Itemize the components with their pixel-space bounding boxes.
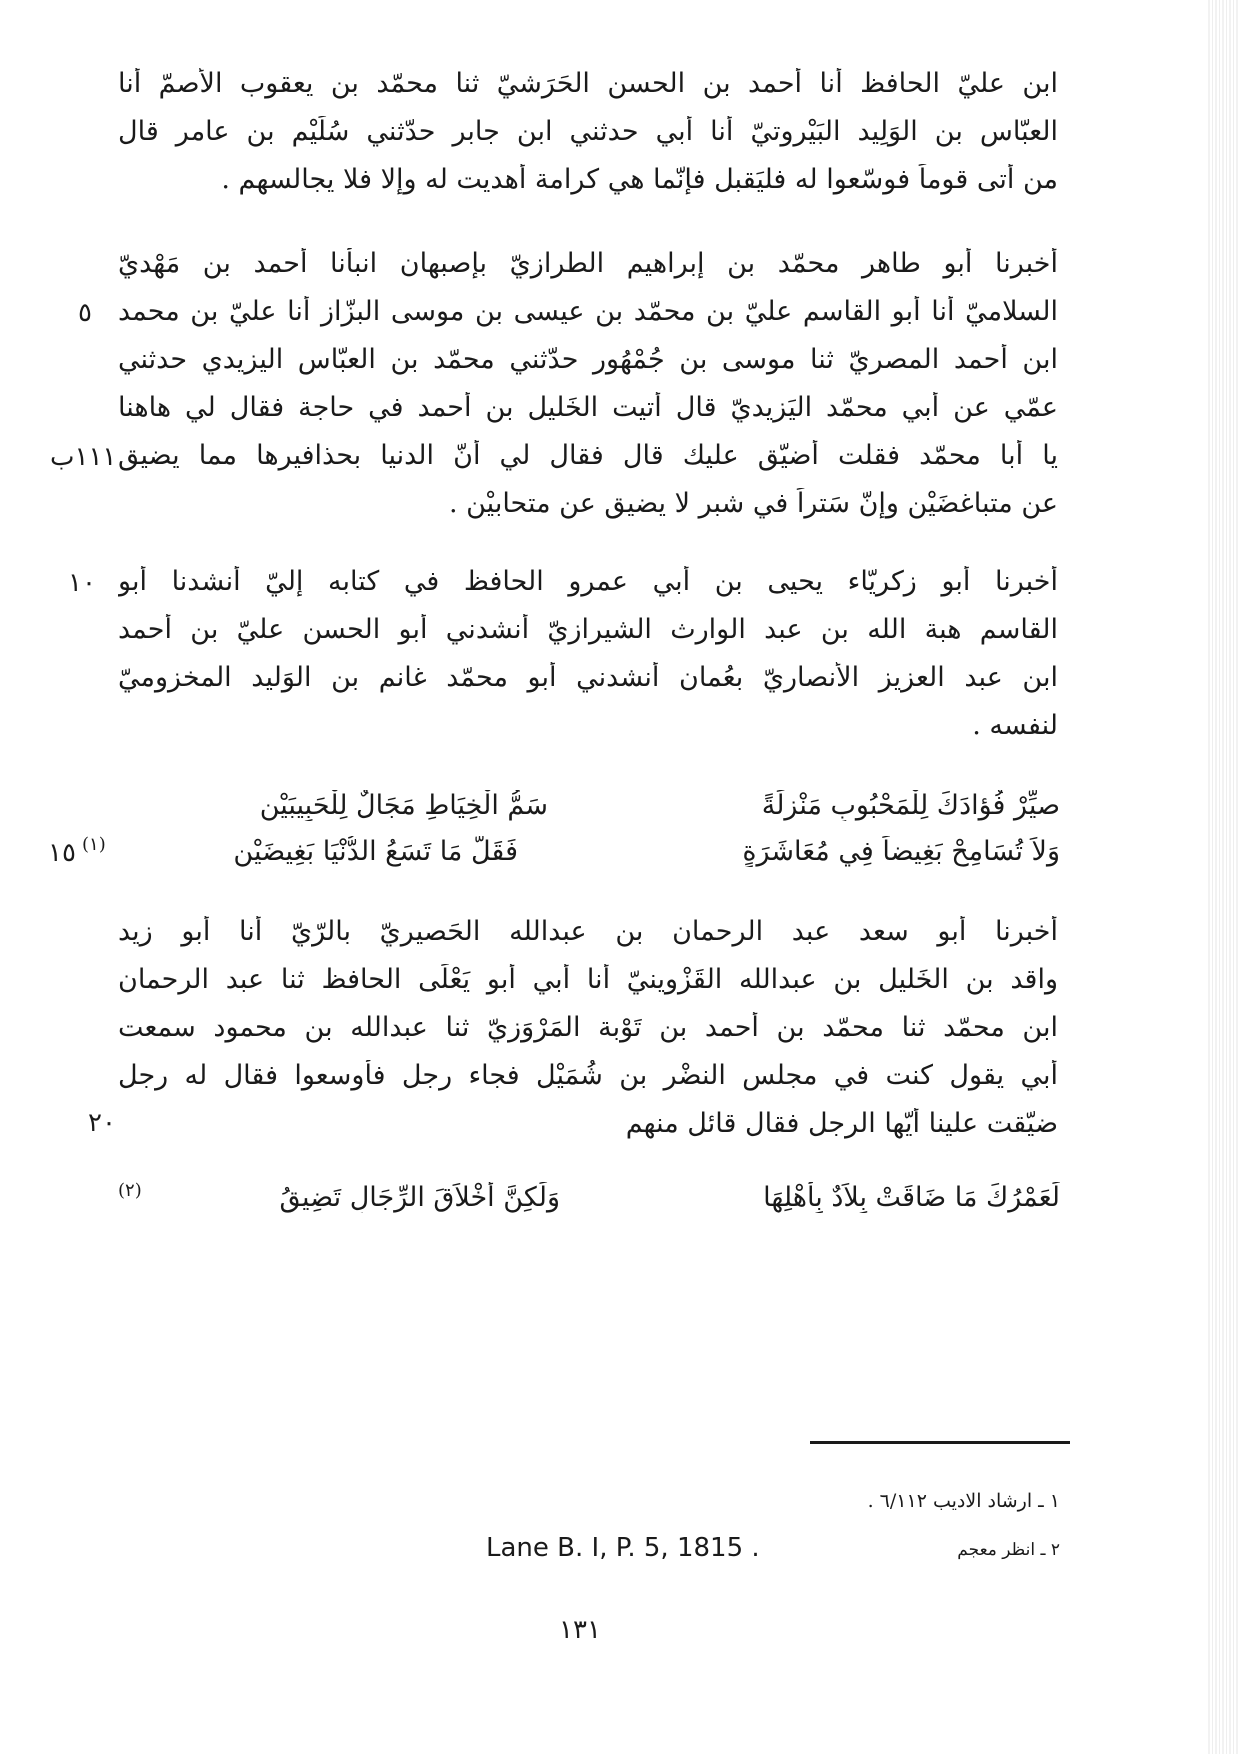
text-line: من أتى قوماً فوسّعوا له فليَقبل فإنّما هي كرامة أُهديت له وإلا فلا يجالسهم . — [221, 164, 1058, 195]
text-line: السلاميّ أنا أبو القاسم عليّ بن محمّد بن عيسى بن موسى البزّاز أنا عليّ بن محمد — [118, 296, 1058, 327]
text-line: ابن عليّ الحافظ أنا أحمد بن الحسن الحَرَشيّ ثنا محمّد بن يعقوب الأصمّ أنا — [118, 68, 1058, 99]
text-line: ابن أحمد المصريّ ثنا موسى بن جُمْهُور حدّثني محمّد بن العبّاس اليزيدي حدثني — [118, 344, 1058, 375]
text-line: ابن عبد العزيز الأنصاريّ بعُمان أنشدني أبو محمّد غانم بن الوَليد المخزوميّ — [118, 662, 1058, 693]
text-line: أخبرنا أبو زكريّاء يحيى بن أبي عمرو الحافظ في كتابه إليّ أنشدنا أبو — [118, 566, 1058, 597]
text-line: أبي يقول كنت في مجلس النضْر بن شُمَيْل فجاء رجل فأوسعوا فقال له رجل — [118, 1060, 1058, 1091]
verse-hemistich: وَلاَ تُسَامِحْ بَغِيضاً فِي مُعَاشَرَةٍ — [742, 836, 1060, 867]
verse-hemistich: وَلَكِنَّ أَخْلاَقَ الرِّجَالِ تَضِيقُ — [279, 1182, 560, 1213]
scanned-page-edge — [1206, 0, 1240, 1754]
text-line: القاسم هبة الله بن عبد الوارث الشيرازيّ أنشدني أبو الحسن عليّ بن أحمد — [118, 614, 1058, 645]
line-number-marker: ١٠ — [68, 568, 96, 598]
line-number-marker: ٢٠ — [88, 1108, 116, 1138]
text-line: لنفسه . — [972, 710, 1058, 741]
verse-hemistich: لَعَمْرُكَ مَا ضَاقَتْ بِلاَدٌ بِأَهْلِهَا — [763, 1182, 1060, 1213]
footnote-reference: (١) — [82, 834, 106, 855]
line-number-marker: ١٥ — [48, 838, 76, 868]
text-line: العبّاس بن الوَلِيد البَيْروتيّ أنا أبي حدثني ابن جابر حدّثني سُلَيْم بن عامر قال — [118, 116, 1058, 147]
footnote-2-arabic: ٢ ـ انظر معجم — [957, 1540, 1060, 1560]
text-line: أخبرنا أبو سعد عبد الرحمان بن عبدالله الحَصيريّ بالرّيّ أنا أبو زيد — [118, 916, 1058, 947]
text-line: ابن محمّد ثنا محمّد بن أحمد بن تَوْبة المَرْوَزيّ ثنا عبدالله بن محمود سمعت — [118, 1012, 1058, 1043]
text-line: يا أبا محمّد فقلت أضيّق عليك قال فقال لي أنّ الدنيا بحذافيرها مما يضيق — [118, 440, 1058, 471]
text-line: عمّي عن أبي محمّد اليَزيديّ قال أتيت الخَليل بن أحمد في حاجة فقال لي هاهنا — [118, 392, 1058, 423]
text-line: واقد بن الخَليل بن عبدالله القَزْوينيّ أنا أبي أبو يَعْلَى الحافظ ثنا عبد الرحمان — [118, 964, 1058, 995]
footnote-separator — [810, 1441, 1070, 1444]
text-line: ضيّقت علينا أيّها الرجل فقال قائل منهم — [625, 1108, 1058, 1139]
footnote-1: ١ ـ ارشاد الاديب ٦/١١٢ . — [867, 1490, 1060, 1512]
folio-marker: ١١١ب — [50, 442, 117, 472]
text-line: أخبرنا أبو طاهر محمّد بن إبراهيم الطرازيّ بإصبهان انبأنا أحمد بن مَهْديّ — [118, 248, 1058, 279]
footnote-2-latin: Lane B. I, P. 5, 1815 . — [486, 1533, 760, 1563]
verse-hemistich: فَقَلَّ مَا تَسَعُ الدُّنْيَا بَغِيضَيْنِ — [233, 836, 518, 867]
verse-hemistich: سَمُّ الْخِيَاطِ مَجَالٌ لِلْحَبِيبَيْنِ — [259, 790, 548, 821]
page-number: ١٣١ — [559, 1615, 601, 1645]
verse-hemistich: صيِّرْ فُؤادَكَ لِلْمَحْبُوبِ مَنْزِلَةً — [761, 790, 1060, 821]
text-line: عن متباغضَيْن وإنّ سَتراً في شبر لا يضيق عن متحابيْن . — [448, 488, 1058, 519]
line-number-marker: ٥ — [78, 298, 92, 328]
footnote-reference: (٢) — [118, 1180, 142, 1201]
